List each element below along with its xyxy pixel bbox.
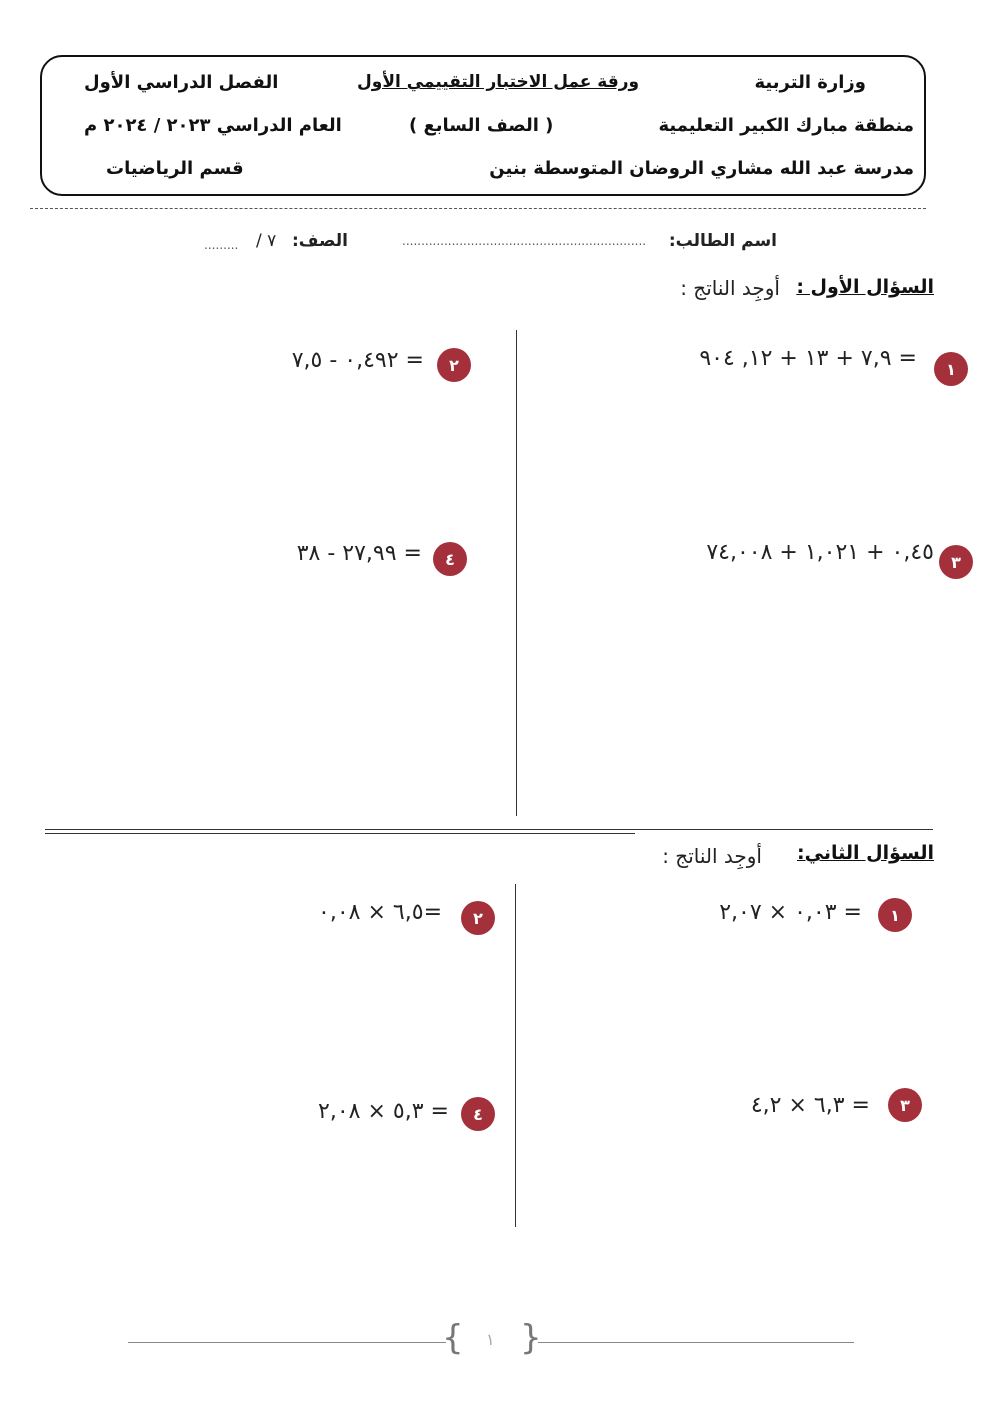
question-one-instruction: أوجِد الناتج : xyxy=(680,276,780,300)
department-label: قسم الرياضيات xyxy=(106,158,244,179)
ministry-label: وزارة التربية xyxy=(754,72,866,93)
grade-label: ( الصف السابع ) xyxy=(409,115,554,136)
question-two-instruction: أوجِد الناتج : xyxy=(662,844,762,868)
q2-expression-1: = ٠,٠٣ × ٢,٠٧ xyxy=(719,900,862,925)
worksheet-title: ورقة عمل الاختبار التقييمي الأول xyxy=(357,72,640,92)
footer-bracket-right-icon: } xyxy=(520,1318,542,1358)
district-label: منطقة مبارك الكبير التعليمية xyxy=(658,115,914,136)
q2-number-badge-2: ٢ xyxy=(461,901,495,935)
q1-number-badge-1: ١ xyxy=(934,352,968,386)
header-box xyxy=(40,55,926,196)
question-one-heading: السؤال الأول : xyxy=(796,276,934,298)
student-name-field[interactable]: ................................................................ xyxy=(402,234,647,248)
section-separator-bottom xyxy=(45,833,635,834)
footer-line-left xyxy=(128,1342,446,1343)
q1-expression-2: = ٠,٤٩٢ - ٧,٥ xyxy=(291,348,424,373)
q2-number-badge-3: ٣ xyxy=(888,1088,922,1122)
page-number: ١ xyxy=(486,1330,495,1349)
q1-expression-1: = ٧,٩ + ١٣ + ١٢, ٩٠٤ xyxy=(699,346,917,371)
q2-expression-3: = ٦,٣ × ٤,٢ xyxy=(750,1093,870,1118)
student-name-label: اسم الطالب: xyxy=(668,231,777,251)
q1-number-badge-3: ٣ xyxy=(939,545,973,579)
q2-expression-4: = ٥,٣ × ٢,٠٨ xyxy=(318,1099,449,1124)
footer-bracket-left-icon: { xyxy=(442,1318,464,1358)
q1-expression-4: = ٢٧,٩٩ - ٣٨ xyxy=(296,541,422,566)
q2-number-badge-1: ١ xyxy=(878,898,912,932)
q1-number-badge-2: ٢ xyxy=(437,348,471,382)
question-two-divider xyxy=(515,884,516,1227)
class-value: ٧ / xyxy=(256,231,277,251)
section-separator-top xyxy=(45,829,933,830)
q1-number-badge-4: ٤ xyxy=(433,542,467,576)
class-section-field[interactable]: ......... xyxy=(204,238,239,252)
question-one-divider xyxy=(516,330,517,816)
footer-line-right xyxy=(538,1342,854,1343)
semester-label: الفصل الدراسي الأول xyxy=(84,72,279,93)
class-label: الصف: xyxy=(292,231,349,251)
question-two-heading: السؤال الثاني: xyxy=(797,842,934,864)
q2-number-badge-4: ٤ xyxy=(461,1097,495,1131)
q1-expression-3: ٠,٤٥ + ١,٠٢١ + ٧٤,٠٠٨ xyxy=(706,540,934,565)
school-label: مدرسة عبد الله مشاري الروضان المتوسطة بنين xyxy=(489,158,914,179)
academic-year-label: العام الدراسي ٢٠٢٣ / ٢٠٢٤ م xyxy=(84,115,342,136)
q2-expression-2: =٦,٥ × ٠,٠٨ xyxy=(318,900,442,925)
dashed-separator xyxy=(30,208,926,209)
